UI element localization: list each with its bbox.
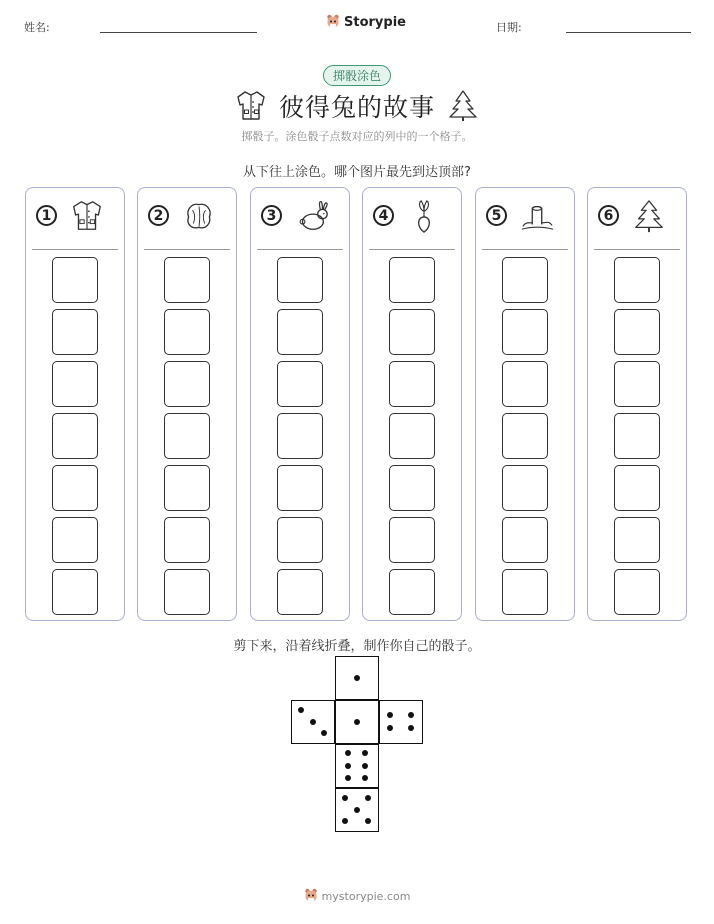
coloring-cell[interactable] — [502, 361, 548, 407]
footer — [0, 888, 714, 904]
column-number: 6 — [598, 205, 619, 226]
column-divider — [32, 249, 118, 250]
radish-icon — [405, 198, 443, 234]
column-number: 1 — [36, 205, 57, 226]
page-title: 彼得兔的故事 — [278, 93, 435, 122]
coloring-cell[interactable] — [52, 517, 98, 563]
dice-column-6 — [587, 187, 687, 621]
dice-pip — [342, 818, 348, 824]
dice-pip — [408, 725, 414, 731]
lettuce-icon — [180, 198, 218, 234]
column-number: 3 — [261, 205, 282, 226]
coloring-cell[interactable] — [164, 517, 210, 563]
activity-badge: 掷骰涂色 — [323, 65, 391, 86]
name-field[interactable] — [100, 32, 257, 33]
column-divider — [369, 249, 455, 250]
dice-face-6 — [335, 744, 379, 788]
coloring-cell[interactable] — [277, 517, 323, 563]
coat-icon — [68, 198, 106, 234]
footer-url[interactable]: mystorypie.com — [321, 889, 411, 903]
coloring-instruction: 从下往上涂色。哪个图片最先到达顶部? — [243, 165, 471, 180]
dice-pip — [362, 775, 368, 781]
coloring-cell[interactable] — [502, 465, 548, 511]
column-divider — [257, 249, 343, 250]
storypie-mascot-icon — [326, 14, 340, 30]
column-number: 5 — [486, 205, 507, 226]
dice-pip — [321, 730, 327, 736]
dice-face-4 — [379, 700, 423, 744]
column-divider — [144, 249, 230, 250]
dice-column-1 — [25, 187, 125, 621]
cut-instruction: 剪下来，沿着线折叠，制作你自己的骰子。 — [233, 639, 481, 654]
dice-pip — [345, 775, 351, 781]
coloring-cell[interactable] — [52, 465, 98, 511]
coloring-cell[interactable] — [52, 569, 98, 615]
dice-pip — [387, 725, 393, 731]
coloring-cell[interactable] — [277, 569, 323, 615]
dice-face-1 — [335, 700, 379, 744]
dice-pip — [298, 707, 304, 713]
dice-pip — [387, 712, 393, 718]
coloring-cell[interactable] — [52, 413, 98, 459]
dice-pip — [354, 807, 360, 813]
dice-pip — [354, 675, 360, 681]
coloring-cell[interactable] — [614, 361, 660, 407]
dice-pip — [342, 795, 348, 801]
column-divider — [594, 249, 680, 250]
coloring-cell[interactable] — [502, 517, 548, 563]
dice-face-3 — [291, 700, 335, 744]
coloring-cell[interactable] — [277, 361, 323, 407]
subtitle: 掷骰子。涂色骰子点数对应的列中的一个格子。 — [241, 130, 473, 143]
brand-name: Storypie — [344, 14, 406, 30]
coloring-cell[interactable] — [277, 257, 323, 303]
fir-tree-icon — [630, 198, 668, 234]
name-label: 姓名: — [24, 21, 50, 34]
coloring-cell[interactable] — [389, 569, 435, 615]
coloring-cell[interactable] — [164, 413, 210, 459]
dice-column-2 — [137, 187, 237, 621]
rabbit-icon — [293, 198, 331, 234]
dice-pip — [362, 750, 368, 756]
coloring-cell[interactable] — [614, 413, 660, 459]
coloring-cell[interactable] — [389, 517, 435, 563]
dice-pip — [310, 719, 316, 725]
coloring-cell[interactable] — [277, 413, 323, 459]
coloring-cell[interactable] — [502, 569, 548, 615]
brand-logo — [326, 14, 406, 30]
dice-pip — [408, 712, 414, 718]
coloring-cell[interactable] — [52, 309, 98, 355]
dice-pip — [354, 719, 360, 725]
coloring-cell[interactable] — [277, 309, 323, 355]
coloring-cell[interactable] — [502, 309, 548, 355]
coloring-cell[interactable] — [52, 361, 98, 407]
coloring-cell[interactable] — [164, 569, 210, 615]
dice-column-5 — [475, 187, 575, 621]
dice-face-1 — [335, 656, 379, 700]
coloring-cell[interactable] — [52, 257, 98, 303]
date-label: 日期: — [496, 21, 522, 34]
coloring-cell[interactable] — [389, 465, 435, 511]
coloring-cell[interactable] — [389, 257, 435, 303]
dice-column-4 — [362, 187, 462, 621]
coloring-cell[interactable] — [389, 361, 435, 407]
coloring-cell[interactable] — [502, 257, 548, 303]
dice-column-3 — [250, 187, 350, 621]
coloring-cell[interactable] — [614, 465, 660, 511]
coloring-cell[interactable] — [614, 517, 660, 563]
column-number: 2 — [148, 205, 169, 226]
fir-tree-icon — [446, 88, 480, 122]
coloring-cell[interactable] — [164, 257, 210, 303]
dice-pip — [365, 795, 371, 801]
coloring-cell[interactable] — [164, 465, 210, 511]
column-number: 4 — [373, 205, 394, 226]
storypie-mascot-icon — [304, 888, 318, 904]
dice-pip — [362, 763, 368, 769]
dice-face-5 — [335, 788, 379, 832]
coloring-cell[interactable] — [502, 413, 548, 459]
dice-pip — [345, 763, 351, 769]
date-field[interactable] — [566, 32, 691, 33]
coloring-cell[interactable] — [277, 465, 323, 511]
coloring-cell[interactable] — [614, 309, 660, 355]
coloring-cell[interactable] — [164, 309, 210, 355]
coloring-cell[interactable] — [389, 309, 435, 355]
coloring-cell[interactable] — [389, 413, 435, 459]
dice-pip — [365, 818, 371, 824]
coloring-cell[interactable] — [614, 569, 660, 615]
coloring-cell[interactable] — [164, 361, 210, 407]
coloring-cell[interactable] — [614, 257, 660, 303]
tree-stump-icon — [518, 198, 556, 234]
dice-pip — [345, 750, 351, 756]
column-divider — [482, 249, 568, 250]
